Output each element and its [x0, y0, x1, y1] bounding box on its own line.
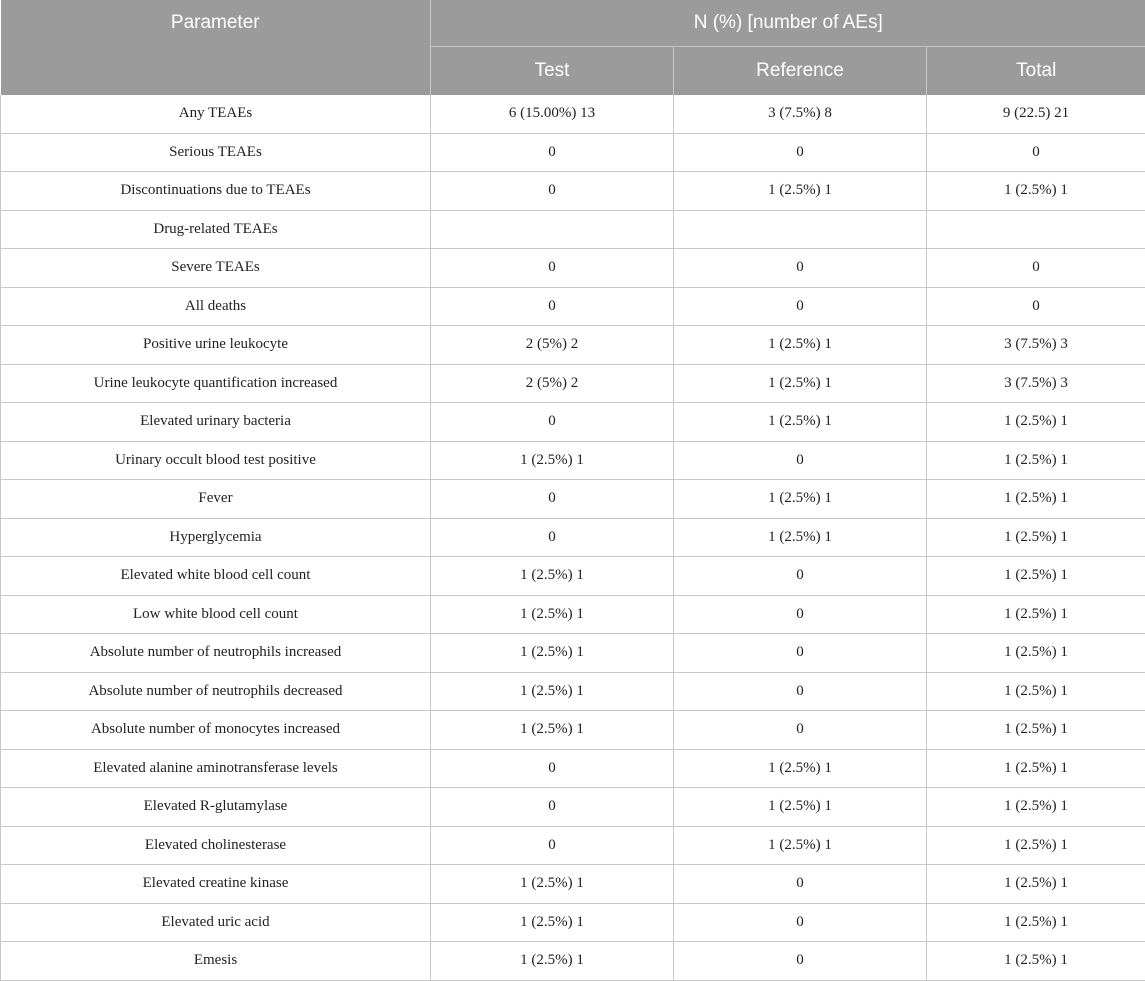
cell-parameter: Any TEAEs	[1, 95, 431, 133]
cell-reference: 0	[674, 634, 927, 673]
cell-parameter: Urine leukocyte quantification increased	[1, 364, 431, 403]
cell-total: 1 (2.5%) 1	[927, 942, 1145, 981]
cell-reference	[674, 210, 927, 249]
cell-total: 1 (2.5%) 1	[927, 403, 1145, 442]
table-row	[1, 942, 1145, 981]
cell-total: 3 (7.5%) 3	[927, 326, 1145, 365]
cell-test: 0	[431, 826, 674, 865]
table-row	[1, 364, 1145, 403]
table-row	[1, 480, 1145, 519]
table-row	[1, 441, 1145, 480]
cell-total: 1 (2.5%) 1	[927, 441, 1145, 480]
cell-test: 0	[431, 403, 674, 442]
cell-test: 2 (5%) 2	[431, 326, 674, 365]
table-row	[1, 826, 1145, 865]
cell-total: 1 (2.5%) 1	[927, 672, 1145, 711]
table-row	[1, 865, 1145, 904]
cell-test: 1 (2.5%) 1	[431, 711, 674, 750]
cell-total: 1 (2.5%) 1	[927, 711, 1145, 750]
cell-test: 0	[431, 172, 674, 211]
cell-reference: 0	[674, 133, 927, 172]
table-row	[1, 287, 1145, 326]
table-row	[1, 557, 1145, 596]
cell-test: 6 (15.00%) 13	[431, 95, 674, 133]
cell-test: 1 (2.5%) 1	[431, 865, 674, 904]
cell-total: 1 (2.5%) 1	[927, 788, 1145, 827]
table-row	[1, 903, 1145, 942]
cell-parameter: Elevated white blood cell count	[1, 557, 431, 596]
cell-total: 1 (2.5%) 1	[927, 634, 1145, 673]
table-row	[1, 249, 1145, 288]
cell-reference: 0	[674, 865, 927, 904]
cell-reference: 0	[674, 595, 927, 634]
table-row	[1, 595, 1145, 634]
table-row	[1, 749, 1145, 788]
table-row	[1, 133, 1145, 172]
cell-test: 1 (2.5%) 1	[431, 672, 674, 711]
table-row	[1, 518, 1145, 557]
cell-test	[431, 210, 674, 249]
header-parameter: Parameter	[1, 0, 431, 95]
cell-total: 9 (22.5) 21	[927, 95, 1145, 133]
cell-reference: 1 (2.5%) 1	[674, 480, 927, 519]
cell-reference: 0	[674, 557, 927, 596]
table-row	[1, 326, 1145, 365]
cell-total: 1 (2.5%) 1	[927, 557, 1145, 596]
cell-reference: 0	[674, 441, 927, 480]
cell-total	[927, 210, 1145, 249]
cell-parameter: Severe TEAEs	[1, 249, 431, 288]
cell-test: 1 (2.5%) 1	[431, 942, 674, 981]
cell-test: 0	[431, 287, 674, 326]
cell-reference: 1 (2.5%) 1	[674, 749, 927, 788]
header-reference: Reference	[674, 47, 927, 96]
cell-parameter: Absolute number of neutrophils increased	[1, 634, 431, 673]
cell-test: 2 (5%) 2	[431, 364, 674, 403]
cell-total: 0	[927, 133, 1145, 172]
cell-reference: 0	[674, 942, 927, 981]
cell-test: 0	[431, 788, 674, 827]
cell-total: 1 (2.5%) 1	[927, 749, 1145, 788]
table-row	[1, 788, 1145, 827]
cell-test: 0	[431, 249, 674, 288]
cell-test: 0	[431, 749, 674, 788]
cell-test: 1 (2.5%) 1	[431, 634, 674, 673]
table-row	[1, 172, 1145, 211]
cell-test: 1 (2.5%) 1	[431, 595, 674, 634]
cell-reference: 0	[674, 711, 927, 750]
cell-parameter: Fever	[1, 480, 431, 519]
table-row	[1, 210, 1145, 249]
cell-parameter: Absolute number of neutrophils decreased	[1, 672, 431, 711]
cell-parameter: Serious TEAEs	[1, 133, 431, 172]
cell-parameter: Low white blood cell count	[1, 595, 431, 634]
cell-total: 0	[927, 287, 1145, 326]
cell-total: 1 (2.5%) 1	[927, 172, 1145, 211]
cell-total: 1 (2.5%) 1	[927, 865, 1145, 904]
cell-parameter: Absolute number of monocytes increased	[1, 711, 431, 750]
cell-reference: 1 (2.5%) 1	[674, 403, 927, 442]
cell-reference: 3 (7.5%) 8	[674, 95, 927, 133]
cell-parameter: Emesis	[1, 942, 431, 981]
cell-test: 0	[431, 518, 674, 557]
cell-parameter: Hyperglycemia	[1, 518, 431, 557]
cell-total: 0	[927, 249, 1145, 288]
header-test: Test	[431, 47, 674, 96]
cell-total: 3 (7.5%) 3	[927, 364, 1145, 403]
table-row	[1, 403, 1145, 442]
cell-test: 1 (2.5%) 1	[431, 903, 674, 942]
header-total: Total	[927, 47, 1145, 96]
cell-reference: 0	[674, 672, 927, 711]
cell-test: 1 (2.5%) 1	[431, 557, 674, 596]
header-group: N (%) [number of AEs]	[431, 0, 1145, 47]
cell-reference: 0	[674, 249, 927, 288]
table-row	[1, 634, 1145, 673]
cell-reference: 1 (2.5%) 1	[674, 172, 927, 211]
cell-parameter: All deaths	[1, 287, 431, 326]
cell-parameter: Elevated cholinesterase	[1, 826, 431, 865]
cell-total: 1 (2.5%) 1	[927, 518, 1145, 557]
cell-parameter: Elevated creatine kinase	[1, 865, 431, 904]
cell-parameter: Urinary occult blood test positive	[1, 441, 431, 480]
cell-reference: 0	[674, 287, 927, 326]
cell-reference: 1 (2.5%) 1	[674, 788, 927, 827]
cell-total: 1 (2.5%) 1	[927, 826, 1145, 865]
cell-test: 1 (2.5%) 1	[431, 441, 674, 480]
table-header	[1, 0, 1145, 95]
table-body	[1, 95, 1145, 980]
cell-reference: 0	[674, 903, 927, 942]
cell-total: 1 (2.5%) 1	[927, 903, 1145, 942]
cell-test: 0	[431, 133, 674, 172]
cell-total: 1 (2.5%) 1	[927, 595, 1145, 634]
cell-reference: 1 (2.5%) 1	[674, 826, 927, 865]
cell-parameter: Elevated alanine aminotransferase levels	[1, 749, 431, 788]
cell-parameter: Discontinuations due to TEAEs	[1, 172, 431, 211]
table-row	[1, 672, 1145, 711]
cell-parameter: Positive urine leukocyte	[1, 326, 431, 365]
table-row	[1, 95, 1145, 133]
cell-reference: 1 (2.5%) 1	[674, 364, 927, 403]
cell-parameter: Drug-related TEAEs	[1, 210, 431, 249]
cell-reference: 1 (2.5%) 1	[674, 518, 927, 557]
cell-parameter: Elevated R-glutamylase	[1, 788, 431, 827]
cell-parameter: Elevated urinary bacteria	[1, 403, 431, 442]
cell-test: 0	[431, 480, 674, 519]
cell-parameter: Elevated uric acid	[1, 903, 431, 942]
cell-total: 1 (2.5%) 1	[927, 480, 1145, 519]
cell-reference: 1 (2.5%) 1	[674, 326, 927, 365]
table-row	[1, 711, 1145, 750]
